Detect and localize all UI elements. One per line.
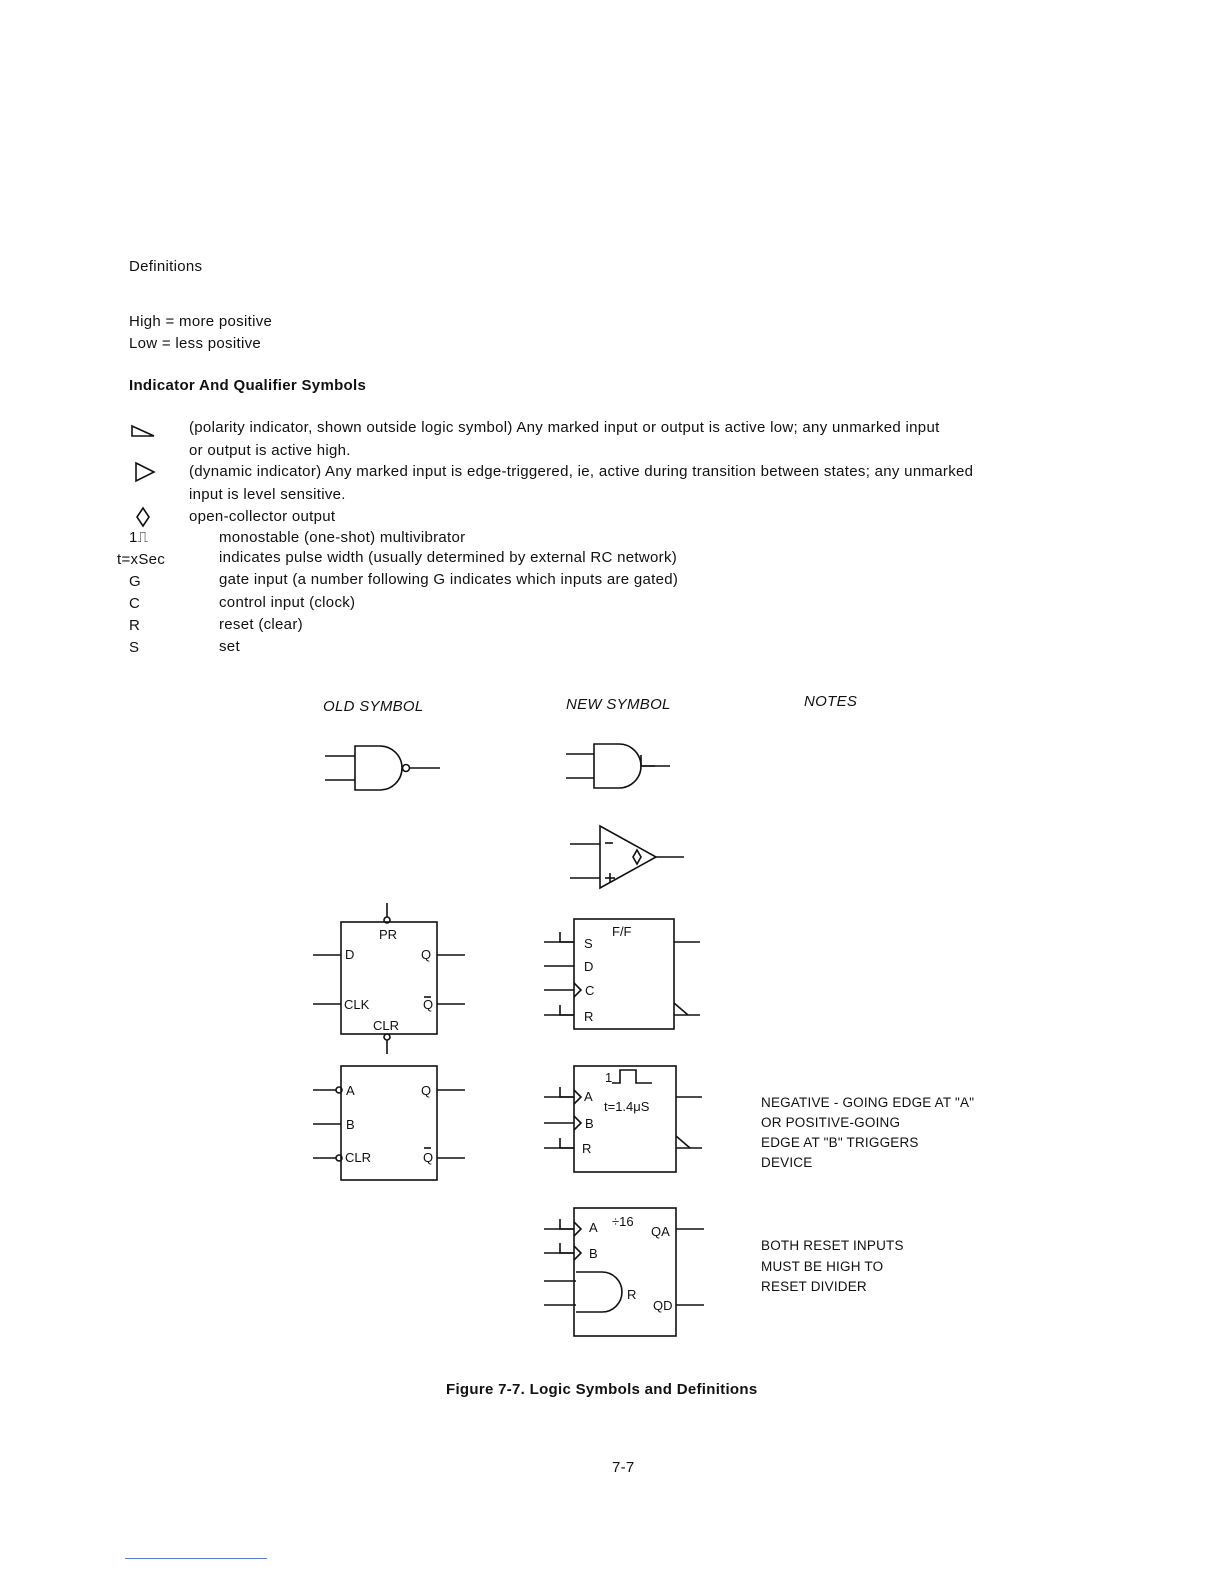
new-ff-s-label: S <box>584 936 593 951</box>
low-definition: Low = less positive <box>129 335 262 352</box>
old-os-q-label: Q <box>421 1083 432 1098</box>
oneshot-note-4: DEVICE <box>761 1155 813 1170</box>
set-symbol: S <box>129 639 140 656</box>
div-qd-label: QD <box>653 1298 673 1313</box>
new-os-r-label: R <box>582 1141 592 1156</box>
old-os-clr-label: CLR <box>345 1150 372 1165</box>
col-new-symbol: NEW SYMBOL <box>566 696 671 713</box>
new-os-1-label: 1 <box>605 1070 613 1085</box>
div-r-label: R <box>627 1287 637 1302</box>
footer-rule <box>125 1558 267 1559</box>
new-os-a-label: A <box>584 1089 593 1104</box>
ff-clr-label: CLR <box>373 1018 400 1033</box>
new-ff-c-label: C <box>585 983 595 998</box>
ff-q-label: Q <box>421 947 432 962</box>
set-text: set <box>219 638 240 655</box>
new-ff-d-label: D <box>584 959 594 974</box>
div-16-label: ÷16 <box>612 1214 634 1229</box>
col-old-symbol: OLD SYMBOL <box>323 698 424 715</box>
control-text: control input (clock) <box>219 594 356 611</box>
gate-text: gate input (a number following G indicates which inputs are gated) <box>219 571 679 588</box>
control-symbol: C <box>129 595 141 612</box>
new-os-b-label: B <box>585 1116 594 1131</box>
oneshot-note-3: EDGE AT "B" TRIGGERS <box>761 1135 919 1150</box>
ff-qbar-label: Q <box>423 997 434 1012</box>
oneshot-note-1: NEGATIVE - GOING EDGE AT "A" <box>761 1095 975 1110</box>
div-qa-label: QA <box>651 1224 670 1239</box>
indicator-heading: Indicator And Qualifier Symbols <box>129 377 367 394</box>
dynamic-text-1: (dynamic indicator) Any marked input is edge-triggered, ie, active during transition between states; any unmarked <box>189 463 974 480</box>
new-nand-gate <box>566 744 670 788</box>
comparator-symbol <box>570 826 684 888</box>
figure-caption: Figure 7-7. Logic Symbols and Definitions <box>446 1381 758 1398</box>
old-os-qbar-label: Q <box>423 1150 434 1165</box>
reset-symbol: R <box>129 617 141 634</box>
div-a-label: A <box>589 1220 598 1235</box>
ff-clk-label: CLK <box>344 997 370 1012</box>
polarity-text-2: or output is active high. <box>189 442 351 459</box>
col-notes: NOTES <box>804 693 858 710</box>
new-oneshot <box>544 1066 702 1172</box>
divider-note-3: RESET DIVIDER <box>761 1279 867 1294</box>
new-ff-label: F/F <box>612 924 632 939</box>
ff-pr-label: PR <box>379 927 398 942</box>
old-os-a-label: A <box>346 1083 355 1098</box>
old-os-b-label: B <box>346 1117 355 1132</box>
page-number: 7-7 <box>612 1459 635 1476</box>
new-os-pulse-label: t=1.4μS <box>604 1099 650 1114</box>
dynamic-text-2: input is level sensitive. <box>189 486 346 503</box>
pulse-text: indicates pulse width (usually determined by external RC network) <box>219 549 678 566</box>
open-collector-text: open-collector output <box>189 508 336 525</box>
polarity-text-1: (polarity indicator, shown outside logic symbol) Any marked input or output is active low; any unmarked input <box>189 419 940 436</box>
pulse-symbol: t=xSec <box>117 551 166 568</box>
div-b-label: B <box>589 1246 598 1261</box>
divider-note-1: BOTH RESET INPUTS <box>761 1238 904 1253</box>
high-definition: High = more positive <box>129 313 273 330</box>
mono-symbol: 1⎍ <box>129 529 149 546</box>
oneshot-note-2: OR POSITIVE-GOING <box>761 1115 901 1130</box>
old-nand-gate <box>325 746 440 790</box>
ff-d-label: D <box>345 947 355 962</box>
reset-text: reset (clear) <box>219 616 303 633</box>
divider-note-2: MUST BE HIGH TO <box>761 1259 884 1274</box>
definitions-heading: Definitions <box>129 258 203 275</box>
mono-text: monostable (one-shot) multivibrator <box>219 529 466 546</box>
old-oneshot <box>313 1066 465 1180</box>
new-ff-r-label: R <box>584 1009 594 1024</box>
gate-symbol: G <box>129 573 141 590</box>
